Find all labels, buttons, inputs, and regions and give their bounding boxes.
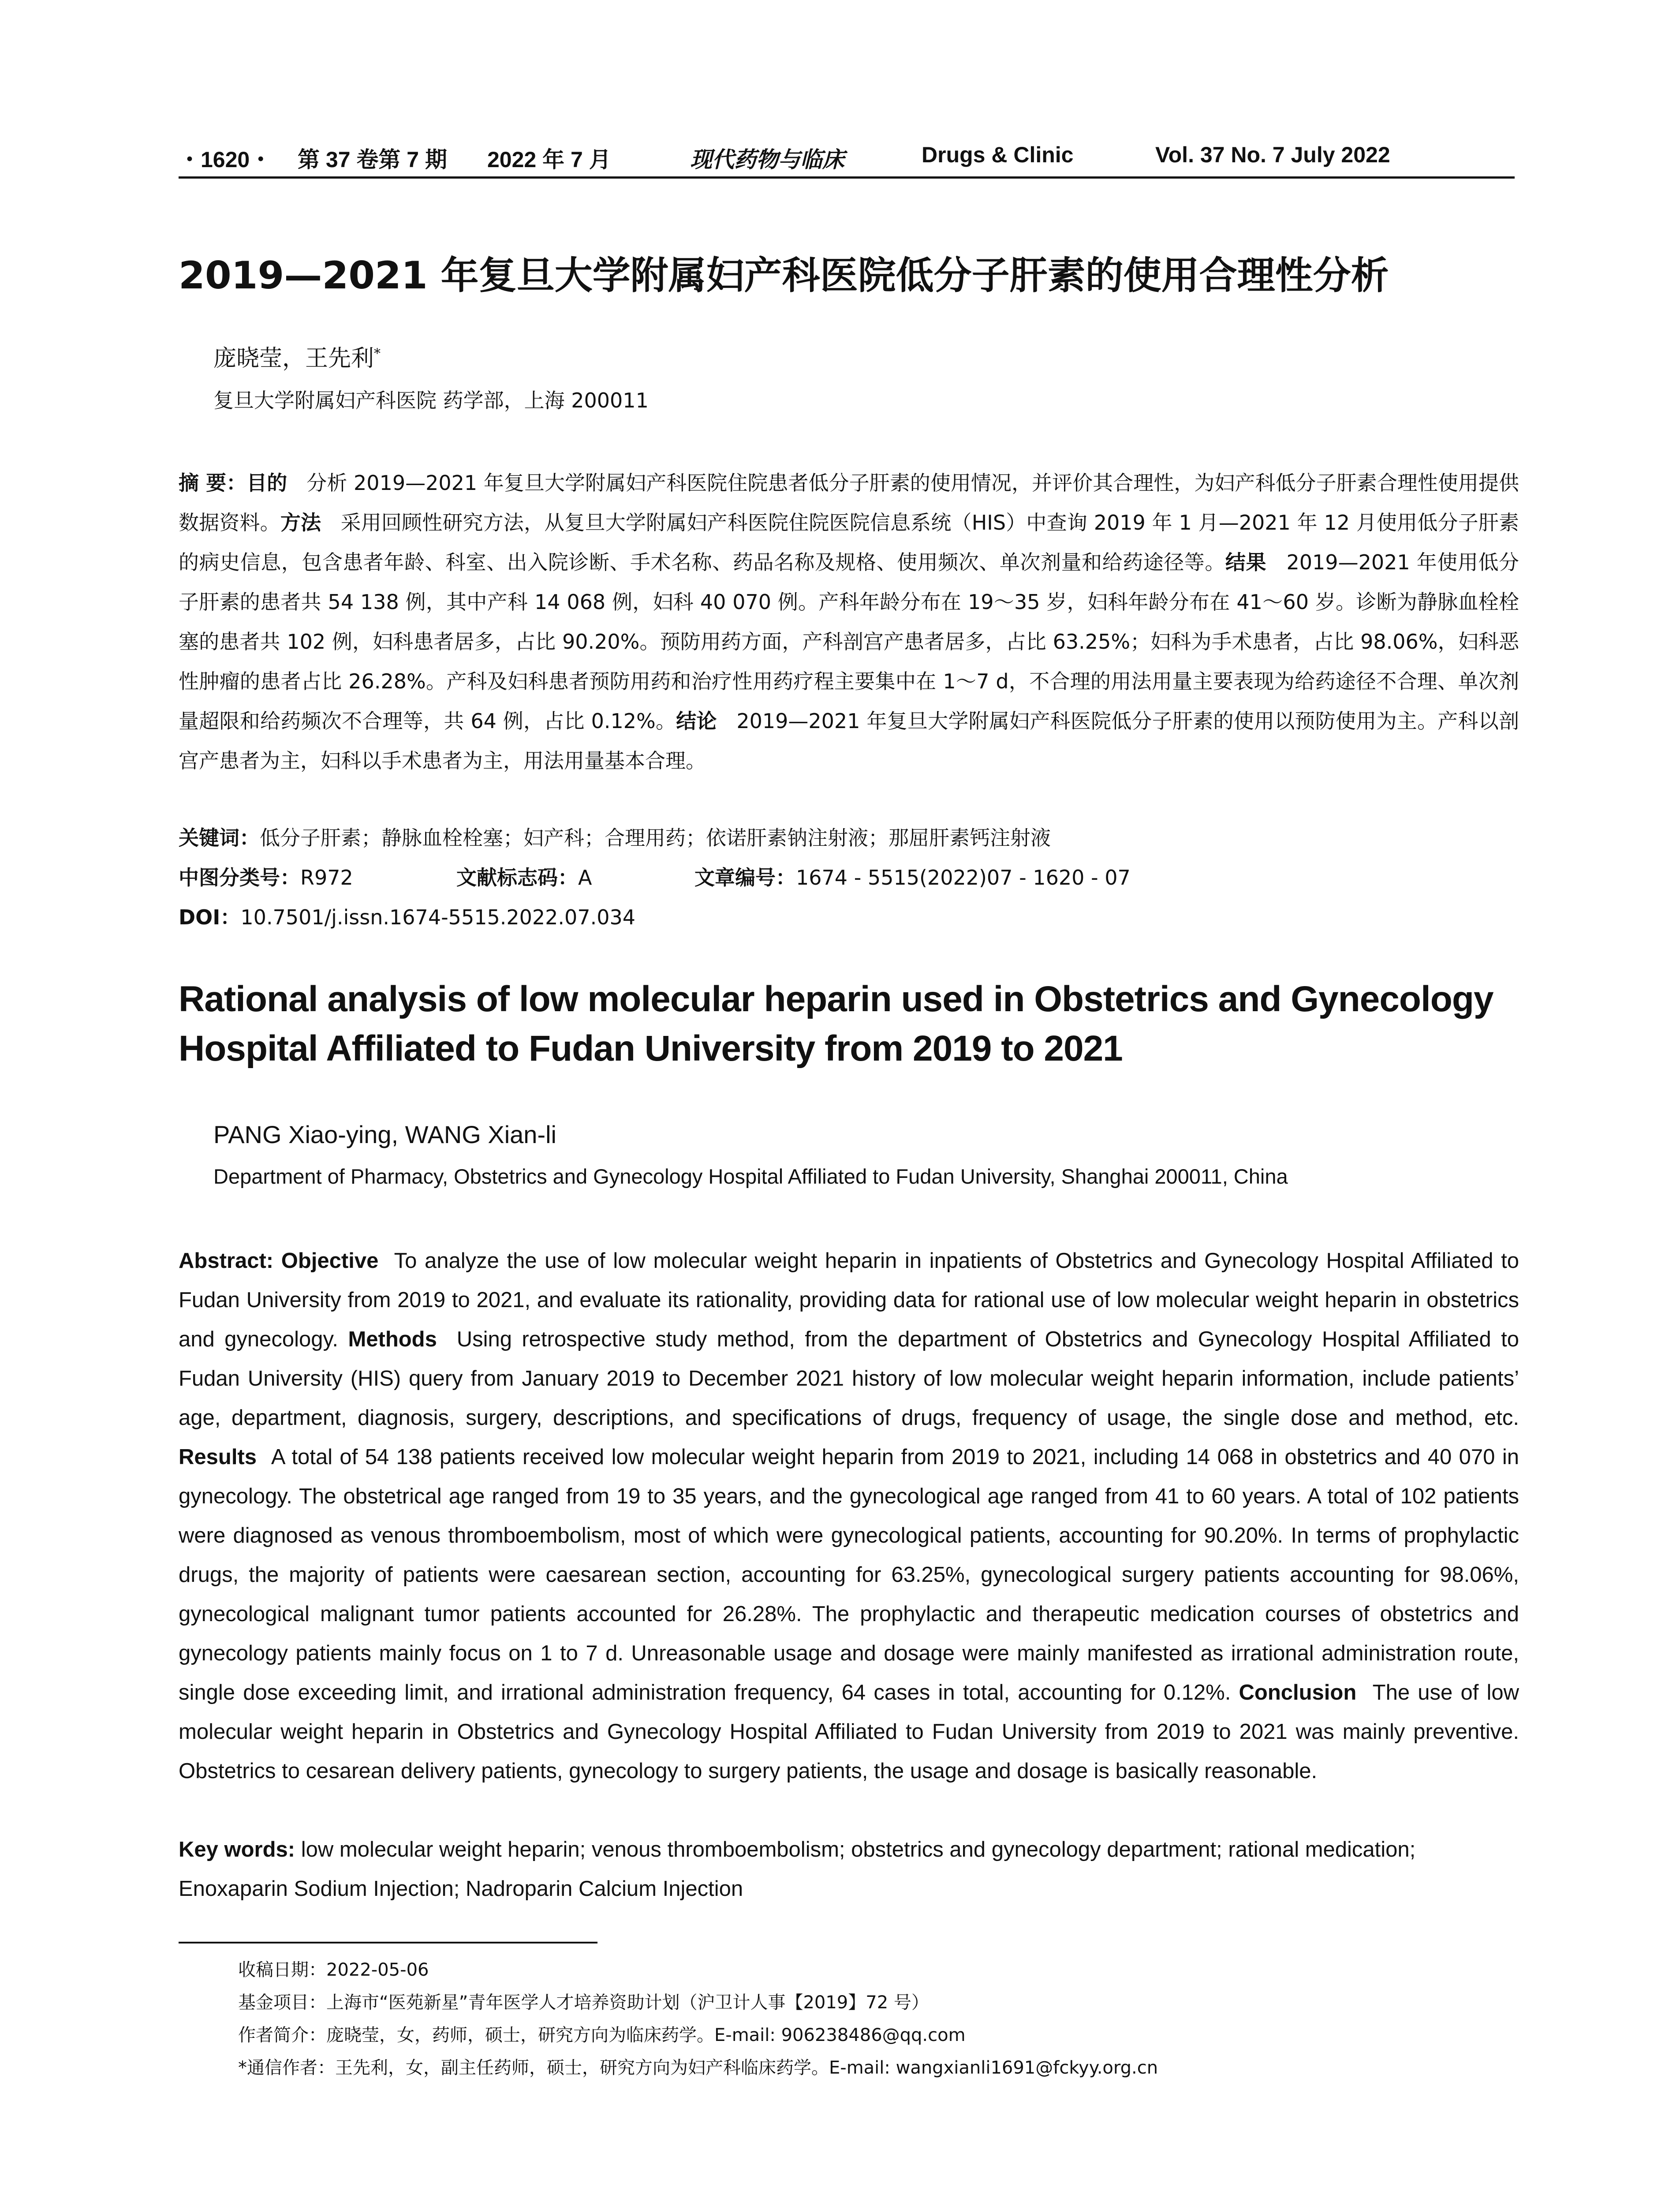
header-page-number: ・1620・ — [179, 147, 272, 172]
footnote-rule — [179, 1942, 597, 1943]
footnote-received — [238, 1954, 1158, 1986]
doc-code-value: A — [578, 866, 592, 889]
cn-methods-label: 方法 — [280, 511, 321, 534]
en-abstract — [179, 1241, 1519, 1791]
en-results: A total of 54 138 patients received low molecular weight heparin from 2019 to 2021, including 14 068 in obstetrics and 40 070 in gynecology. The obstetrical age ranged from 19 to 35 years, and the gynecological age ranged from 41 to 60 years. A total of 102 patients were diagnosed as venous thromboembolism, most of which were gynecological patients, accounting for 90.20%. In terms of prophylactic drugs, the majority of patients were caesarean section, accounting for 63.25%, gynecological surgery patients accounting for 98.06%, gynecological malignant tumor patients accounted for 26.28%. The prophylactic and therapeutic medication courses of obstetrics and gynecology patients mainly focus on 1 to 7 d. Unreasonable usage and dosage were mainly manifested as irrational administration route, single dose exceeding limit, and irrational administration frequency, 64 cases in total, accounting for 0.12%. — [179, 1445, 1519, 1704]
received-label: 收稿日期： — [238, 1960, 326, 1980]
header-rule — [179, 176, 1515, 179]
en-objective: To analyze the use of low molecular weight heparin in inpatients of Obstetrics and Gynecology Hospital Affiliated to Fudan University from 2019 to 2021, and evaluate its rationality, providing data for rational use of low molecular weight heparin in obstetrics and gynecology. — [179, 1249, 1519, 1351]
corr-value: 王先利，女，副主任药师，硕士，研究方向为妇产科临床药学。E-mail: wangxianli1691@fckyy.org.cn — [335, 2058, 1158, 2078]
cn-results: 2019—2021 年使用低分子肝素的患者共 54 138 例，其中产科 14 068 例，妇科 40 070 例。产科年龄分布在 19～35 岁，妇科年龄分布在 41～60 岁。诊断为静脉血栓栓塞的患者共 102 例，妇科患者居多，占比 90.20%。预防用药方面，产科剖宫产患者居多，占比 63.25%；妇科为手术患者，占比 98.06%，妇科恶性肿瘤的患者占比 26.28%。产科及妇科患者预防用药和治疗性用药疗程主要集中在 1～7 d，不合理的用法用量主要表现为给药途径不合理、单次剂量超限和给药频次不合理等，共 64 例，占比 0.12%。 — [179, 550, 1519, 733]
header-volume-en: Vol. 37 No. 7 July 2022 — [1155, 142, 1390, 167]
cn-affiliation: 复旦大学附属妇产科医院 药学部，上海 200011 — [213, 389, 649, 412]
doi-label: DOI： — [179, 905, 241, 929]
cn-keywords — [179, 822, 1519, 851]
en-authors: PANG Xiao-ying, WANG Xian-li — [213, 1121, 556, 1148]
clc-value: R972 — [300, 866, 353, 889]
cn-keywords-label: 关键词： — [179, 826, 260, 850]
header-date-cn: 2022 年 7 月 — [487, 147, 611, 172]
header-journal-en: Drugs & Clinic — [922, 142, 1074, 167]
cn-authors — [213, 340, 381, 373]
cn-conclusion-label: 结论 — [676, 709, 717, 733]
cn-objective-label: 目的 — [246, 471, 287, 495]
fund-label: 基金项目： — [238, 1992, 326, 2013]
cn-conclusion: 2019—2021 年复旦大学附属妇产科医院低分子肝素的使用以预防使用为主。产科以剖宫产患者为主，妇科以手术患者为主，用法用量基本合理。 — [179, 709, 1519, 773]
en-methods-label: Methods — [348, 1327, 437, 1351]
cn-results-label: 结果 — [1225, 550, 1266, 574]
en-objective-label: Objective — [281, 1249, 379, 1273]
footnote-fund — [238, 1986, 1158, 2019]
corresponding-mark: * — [374, 346, 381, 362]
header-volume-cn: 第 37 卷第 7 期 — [298, 147, 447, 172]
doi-value: 10.7501/j.issn.1674-5515.2022.07.034 — [240, 905, 636, 929]
en-affiliation: Department of Pharmacy, Obstetrics and Gynecology Hospital Affiliated to Fudan University, Shanghai 200011, China — [213, 1165, 1288, 1188]
cn-abstract-label: 摘 要： — [179, 471, 247, 495]
footnote-corresponding — [238, 2052, 1158, 2084]
cn-objective: 分析 2019—2021 年复旦大学附属妇产科医院住院患者低分子肝素的使用情况，并评价其合理性，为妇产科低分子肝素合理性使用提供数据资料。 — [179, 471, 1519, 534]
en-title-line-1: Rational analysis of low molecular heparin used in Obstetrics and Gynecology — [179, 979, 1493, 1019]
cn-author-names: 庞晓莹，王先利 — [213, 345, 374, 372]
en-conclusion: The use of low molecular weight heparin in Obstetrics and Gynecology Hospital Affiliated to Fudan University from 2019 to 2021 was mainly preventive. Obstetrics to cesarean delivery patients, gynecology to surgery patients, the usage and dosage is basically reasonable. — [179, 1681, 1519, 1783]
en-title-line-2: Hospital Affiliated to Fudan University from 2019 to 2021 — [179, 1028, 1123, 1069]
author-value: 庞晓莹，女，药师，硕士，研究方向为临床药学。E-mail: 906238486@qq.com — [326, 2025, 966, 2045]
en-conclusion-label: Conclusion — [1239, 1681, 1357, 1704]
en-keywords — [179, 1830, 1519, 1909]
received-value: 2022-05-06 — [326, 1960, 429, 1980]
cn-title: 2019—2021 年复旦大学附属妇产科医院低分子肝素的使用合理性分析 — [179, 254, 1389, 298]
cn-abstract — [179, 463, 1519, 781]
en-keywords-label: Key words: — [179, 1838, 295, 1861]
doc-code-label: 文献标志码： — [456, 866, 578, 889]
cn-methods: 采用回顾性研究方法，从复旦大学附属妇产科医院住院医院信息系统（HIS）中查询 2019 年 1 月—2021 年 12 月使用低分子肝素的病史信息，包含患者年龄、科室、出入院诊断、手术名称、药品名称及规格、使用频次、单次剂量和给药途径等。 — [179, 511, 1519, 574]
en-abstract-label: Abstract: — [179, 1249, 274, 1273]
clc-label: 中图分类号： — [179, 866, 300, 889]
running-header — [179, 140, 1515, 176]
cn-classification — [179, 862, 1519, 891]
fund-value: 上海市“医苑新星”青年医学人才培养资助计划（沪卫计人事【2019】72 号） — [326, 1992, 929, 2013]
header-journal-cn: 现代药物与临床 — [690, 146, 844, 172]
article-no-value: 1674 - 5515(2022)07 - 1620 - 07 — [796, 866, 1131, 889]
corr-label: *通信作者： — [238, 2058, 335, 2078]
footnotes — [238, 1954, 1158, 2084]
cn-keywords-text: 低分子肝素；静脉血栓栓塞；妇产科；合理用药；依诺肝素钠注射液；那屈肝素钙注射液 — [260, 826, 1051, 850]
footnote-author — [238, 2019, 1158, 2052]
en-keywords-text: low molecular weight heparin; venous thromboembolism; obstetrics and gynecology department; rational medication; Enoxaparin Sodium Injection; Nadroparin Calcium Injection — [179, 1838, 1416, 1901]
author-label: 作者简介： — [238, 2025, 326, 2045]
en-methods: Using retrospective study method, from the department of Obstetrics and Gynecology Hospital Affiliated to Fudan University (HIS) query from January 2019 to December 2021 history of low molecular weight heparin information, include patients’ age, department, diagnosis, surgery, descriptions, and specifications of drugs, frequency of usage, the single dose and method, etc. — [179, 1327, 1519, 1430]
en-results-label: Results — [179, 1445, 257, 1469]
doi-line — [179, 901, 1519, 931]
en-title — [179, 975, 1519, 1073]
article-no-label: 文章编号： — [694, 866, 796, 889]
